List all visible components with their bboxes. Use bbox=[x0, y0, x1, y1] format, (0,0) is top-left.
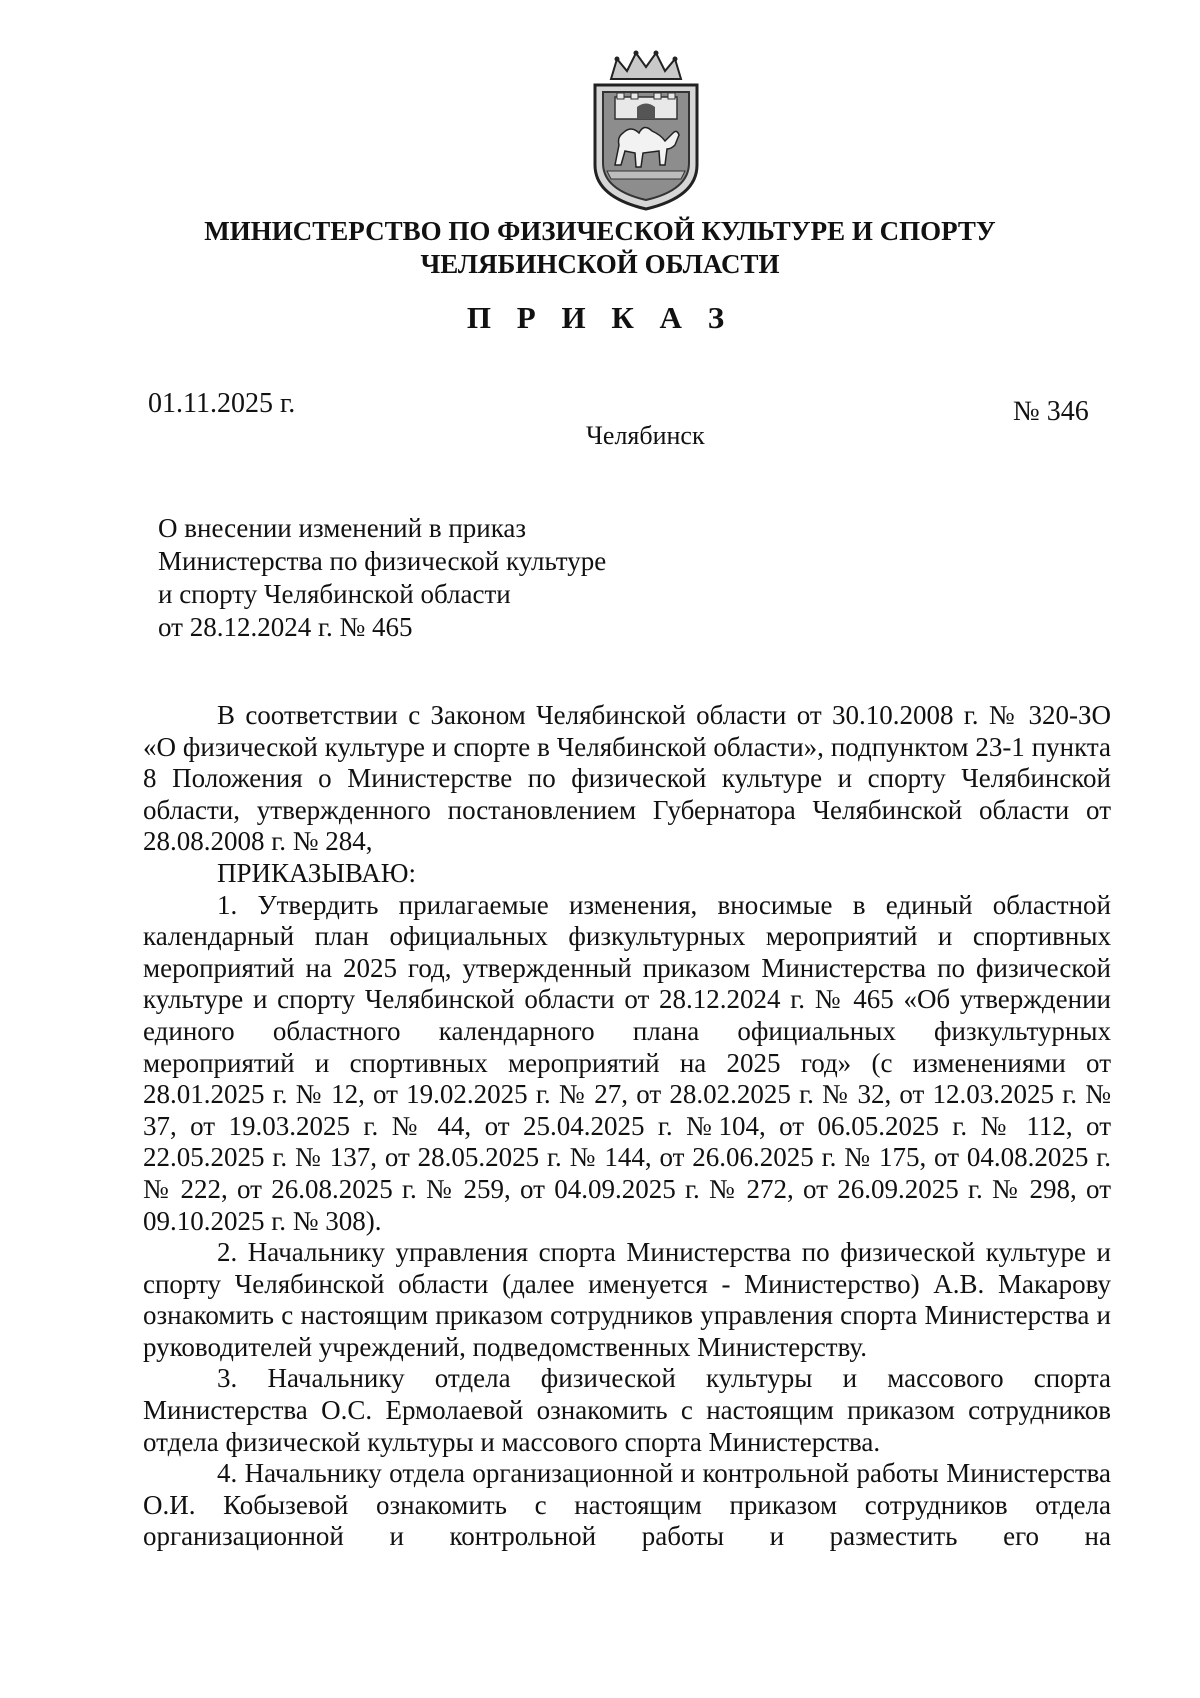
document-body bbox=[143, 700, 1111, 1553]
chelyabinsk-coat-of-arms-icon bbox=[581, 45, 711, 213]
order-item-3: 3. Начальнику отдела физической культуры и массового спорта Министерства О.С. Ермолаевой ознакомить с настоящим приказом сотрудников отдела физической культуры и массового спорта Министерства. bbox=[143, 1363, 1111, 1457]
document-number: № 346 bbox=[1013, 396, 1089, 427]
preamble-paragraph: В соответствии с Законом Челябинской области от 30.10.2008 г. № 320-ЗО «О физической культуре и спорте в Челябинской области», подпунктом 23-1 пункта 8 Положения о Министерстве по физической культуре и спорту Челябинской области, утвержденного постановлением Губернатора Челябинской области от 28.08.2008 г. № 284, bbox=[143, 700, 1111, 857]
subject-line: от 28.12.2024 г. № 465 bbox=[158, 612, 413, 642]
subject-line: О внесении изменений в приказ bbox=[158, 513, 527, 543]
document-date: 01.11.2025 г. bbox=[148, 388, 296, 419]
subject-line: Министерства по физической культуре bbox=[158, 546, 607, 576]
document-city: Челябинск bbox=[586, 421, 705, 450]
document-type-title: П Р И К А З bbox=[466, 300, 734, 335]
order-word: ПРИКАЗЫВАЮ: bbox=[217, 857, 416, 888]
order-item-4: 4. Начальнику отдела организационной и контрольной работы Министерства О.И. Кобызевой ознакомить с настоящим приказом сотрудников отдела организационной и контрольной работы и разместить его на bbox=[143, 1458, 1111, 1552]
subject-line: и спорту Челябинской области bbox=[158, 579, 511, 609]
order-item-1: 1. Утвердить прилагаемые изменения, вносимые в единый областной календарный план официальных физкультурных мероприятий и спортивных мероприятий на 2025 год, утвержденный приказом Министерства по физической культуре и спорту Челябинской области от 28.12.2024 г. № 465 «Об утверждении единого областного календарного плана официальных физкультурных мероприятий и спортивных мероприятий на 2025 год» (с изменениями от 28.01.2025 г. № 12, от 19.02.2025 г. № 27, от 28.02.2025 г. № 32, от 12.03.2025 г. № 37, от 19.03.2025 г. № 44, от 25.04.2025 г. №104, от 06.05.2025 г. № 112, от 22.05.2025 г. № 137, от 28.05.2025 г. № 144, от 26.06.2025 г. № 175, от 04.08.2025 г. № 222, от 26.08.2025 г. № 259, от 04.09.2025 г. № 272, от 26.09.2025 г. № 298, от 09.10.2025 г. № 308). bbox=[143, 889, 1111, 1236]
ministry-name-line2: ЧЕЛЯБИНСКОЙ ОБЛАСТИ bbox=[420, 249, 780, 279]
ministry-name bbox=[0, 215, 1200, 281]
document-subject bbox=[158, 512, 718, 644]
ministry-name-line1: МИНИСТЕРСТВО ПО ФИЗИЧЕСКОЙ КУЛЬТУРЕ И СПОРТУ bbox=[204, 216, 996, 246]
order-item-2: 2. Начальнику управления спорта Министерства по физической культуре и спорту Челябинской области (далее именуется - Министерство) А.В. Макарову ознакомить с настоящим приказом сотрудников управления спорта Министерства и руководителей учреждений, подведомственных Министерству. bbox=[143, 1237, 1111, 1362]
